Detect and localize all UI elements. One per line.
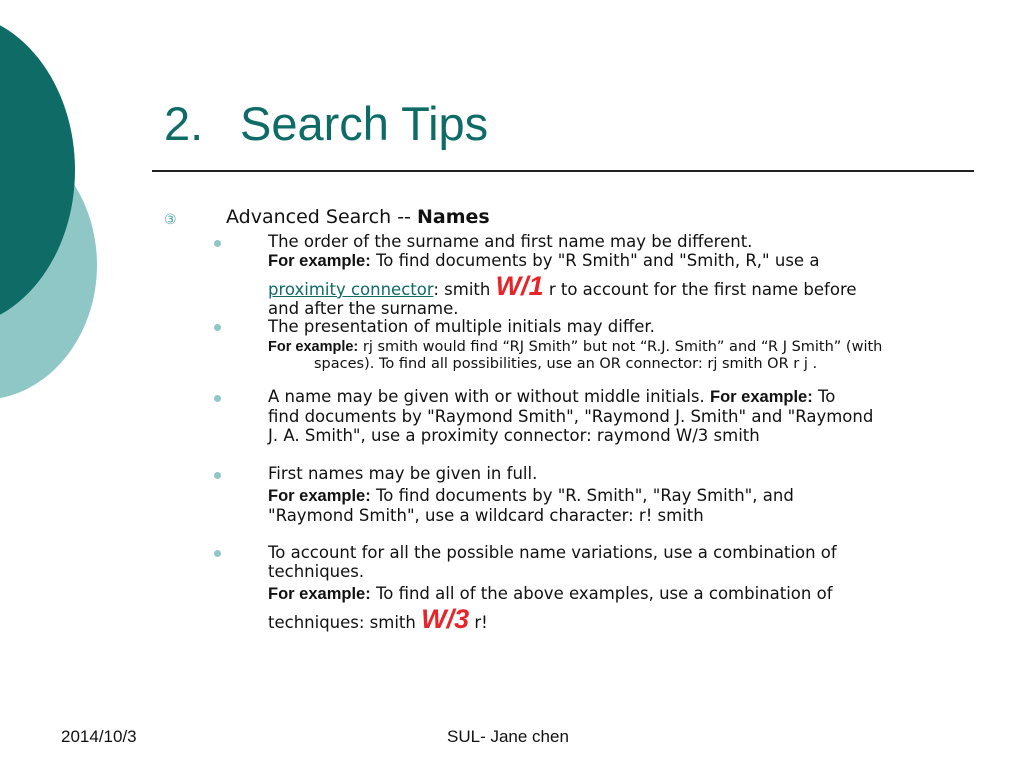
operator-w3: W/3 bbox=[421, 604, 470, 634]
bullet-dot bbox=[214, 240, 221, 247]
example-label: For example: bbox=[268, 487, 371, 505]
bullet-item-combination bbox=[268, 543, 968, 638]
bullet-text: The order of the surname and first name may be different. bbox=[268, 232, 753, 251]
section-marker: ③ bbox=[164, 212, 177, 228]
proximity-connector-link[interactable]: proximity connector bbox=[268, 280, 434, 299]
example-line bbox=[268, 486, 968, 506]
bullet-dot bbox=[214, 550, 221, 557]
section-heading bbox=[226, 206, 490, 228]
bullet-item-multiple-initials bbox=[268, 317, 968, 373]
bullet-text-part: A name may be given with or without middle initials. bbox=[268, 387, 711, 406]
example-line bbox=[268, 251, 968, 271]
bullet-dot bbox=[214, 472, 221, 479]
example-text: techniques: smith bbox=[268, 613, 422, 632]
example-line: and after the surname. bbox=[268, 299, 459, 318]
title-divider bbox=[152, 170, 974, 172]
example-text: : smith bbox=[433, 280, 496, 299]
bullet-item-surname-order bbox=[268, 232, 968, 318]
title-text: Search Tips bbox=[240, 97, 489, 150]
example-line bbox=[268, 339, 968, 356]
example-text: To find documents by "R Smith" and "Smith, R," use a bbox=[370, 251, 820, 270]
bullet-text: The presentation of multiple initials may differ. bbox=[268, 317, 655, 336]
example-text: r to account for the first name before bbox=[543, 280, 857, 299]
section-heading-bold: Names bbox=[416, 206, 490, 228]
example-line bbox=[268, 584, 968, 604]
footer-author: SUL- Jane chen bbox=[447, 727, 569, 746]
example-label: For example: bbox=[268, 339, 359, 355]
example-text: To find all of the above examples, use a combination of bbox=[370, 584, 833, 603]
bullet-item-middle-initials bbox=[268, 387, 968, 445]
example-line: "Raymond Smith", use a wildcard character: r! smith bbox=[268, 506, 704, 525]
example-label: For example: bbox=[268, 585, 371, 603]
bullet-text: First names may be given in full. bbox=[268, 464, 538, 483]
example-text: r! bbox=[469, 613, 488, 632]
example-text: rj smith would find “RJ Smith” but not “R.J. Smith” and “R J Smith” (with bbox=[358, 339, 883, 355]
slide-title bbox=[164, 98, 488, 150]
example-text: To bbox=[812, 387, 836, 406]
bullet-item-first-names bbox=[268, 464, 968, 525]
bullet-dot bbox=[214, 324, 221, 331]
example-label: For example: bbox=[710, 388, 813, 406]
footer-date: 2014/10/3 bbox=[61, 727, 137, 746]
example-line: find documents by "Raymond Smith", "Raymond J. Smith" and "Raymond bbox=[268, 407, 874, 426]
title-number: 2. bbox=[164, 97, 204, 150]
example-text: To find documents by "R. Smith", "Ray Smith", and bbox=[370, 486, 794, 505]
bullet-text: To account for all the possible name variations, use a combination of bbox=[268, 543, 837, 562]
bullet-dot bbox=[214, 395, 221, 402]
example-line: spaces). To find all possibilities, use an OR connector: rj smith OR r j . bbox=[314, 356, 818, 372]
example-line bbox=[268, 604, 968, 638]
example-line: J. A. Smith", use a proximity connector: raymond W/3 smith bbox=[268, 426, 760, 445]
example-label: For example: bbox=[268, 252, 371, 270]
bullet-text: techniques. bbox=[268, 562, 365, 581]
section-heading-prefix: Advanced Search -- bbox=[226, 206, 417, 228]
operator-w1: W/1 bbox=[495, 271, 544, 301]
bullet-text bbox=[268, 387, 968, 407]
